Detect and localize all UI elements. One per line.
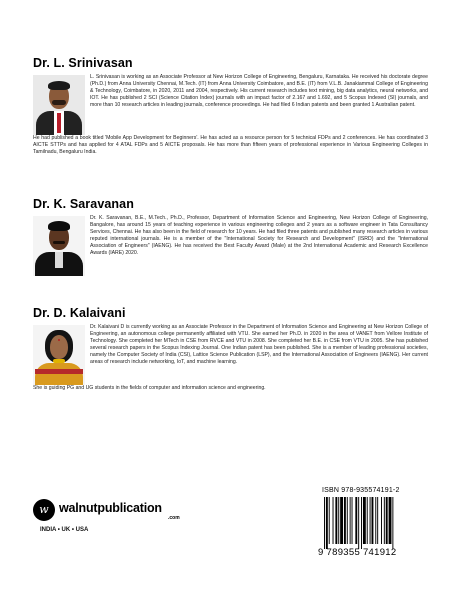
author-section-kalaivani [33, 306, 428, 392]
author-section-srinivasan [33, 56, 428, 156]
author-bio: Dr. Kalaivani D is currently working as an Associate Professor in the Department of Information Science and Engineering at New Horizon College of Engineering, an autonomous college permanently affiliated with VTU. She earned her Ph.D. in 2020 in the area of VANET from Vellore Institute of Technology. She completed her MTech in CSE from RVCE and VTU in 2008. She completed her B.E. in CSE from VTU in 2005. She has published several research papers in the Scopus Indexing Journal. One Indian patent has been published. She is a member of leading professional societies, namely the Computer Society of India (CSI), Lattice Science Publication (LSP), and the International Association of Engineers (IAENG). Her current areas of research include networking, IoT, and machine learning. [90, 324, 428, 366]
barcode-icon [318, 497, 428, 549]
author-bio: L. Srinivasan is working as an Associate Professor at New Horizon College of Engineering, Bengaluru, Karnataka. He received his doctorate degree (Ph.D.) from Anna University Chennai, M.Tech. (IT) from Anna University Coimbatore, and B.E. (IT) from V.L.B. Janakiammal College of Engineering & Technology, Coimbatore, in 2020, 2011 and 2004, respectively. His current research includes text mining, big data analytics, neural networks, and IOT. He has published 2 SCI (Science Citation Index) journals with an impact factor of 2.167 and 1.692, and 5 Scopus Indexed (SI) journals, and more than 10 research articles in leading journals, conference proceedings. He had filed 6 Indian patents and been granted 1 Australian patent. [90, 74, 428, 109]
publisher-regions: INDIA • UK • USA [40, 527, 89, 533]
author-bio: Dr. K. Saravanan, B.E., M.Tech., Ph.D., Professor, Department of Information Science and Engineering, New Horizon College of Engineering, Bangalore, has around 15 years of teaching experience in various engineering colleges and 2 years as a software engineer in Tata Consultancy Services, Chennai. He has also been in the field of research for 10 years. He had filed three patents and published many research articles in various reputed international journals. He is a member of the "International Society for Research and Development" (ISRD) and the "International Association of Engineers" (IAENG). He has received the Best Faculty Award (Male) at the 2nd International Academic and Research Excellence Awards (IARE) 2020. [90, 215, 428, 257]
walnut-logo-icon: w [33, 499, 55, 521]
author-name: Dr. K. Saravanan [33, 197, 134, 211]
publisher-suffix: .com [168, 515, 180, 521]
isbn-block [318, 487, 428, 567]
author-photo [33, 216, 85, 276]
author-name: Dr. L. Srinivasan [33, 56, 133, 70]
author-photo [33, 75, 85, 135]
author-name: Dr. D. Kalaivani [33, 306, 126, 320]
author-photo [33, 325, 85, 385]
author-bio-continued: He had published a book titled 'Mobile App Development for Beginners'. He has acted as a resource person for 5 technical FDPs and 2 conferences. He has coordinated 3 AICTE STTPs and has applied for 4 ATAL FDPs and 5 AICTE proposals. He has more than fifteen years of professional experience in Various Engineering Colleges in Tamilnadu, Bengaluru India. [33, 135, 428, 156]
isbn-label: ISBN 978-935574191-2 [322, 487, 400, 494]
author-section-saravanan [33, 197, 428, 276]
publisher-logo [33, 497, 203, 547]
barcode-digits: 9 789355 741912 [318, 547, 397, 558]
publisher-name: walnutpublication [59, 501, 162, 515]
author-bio-continued: She is guiding PG and UG students in the fields of computer and information science and engineering. [33, 385, 266, 391]
